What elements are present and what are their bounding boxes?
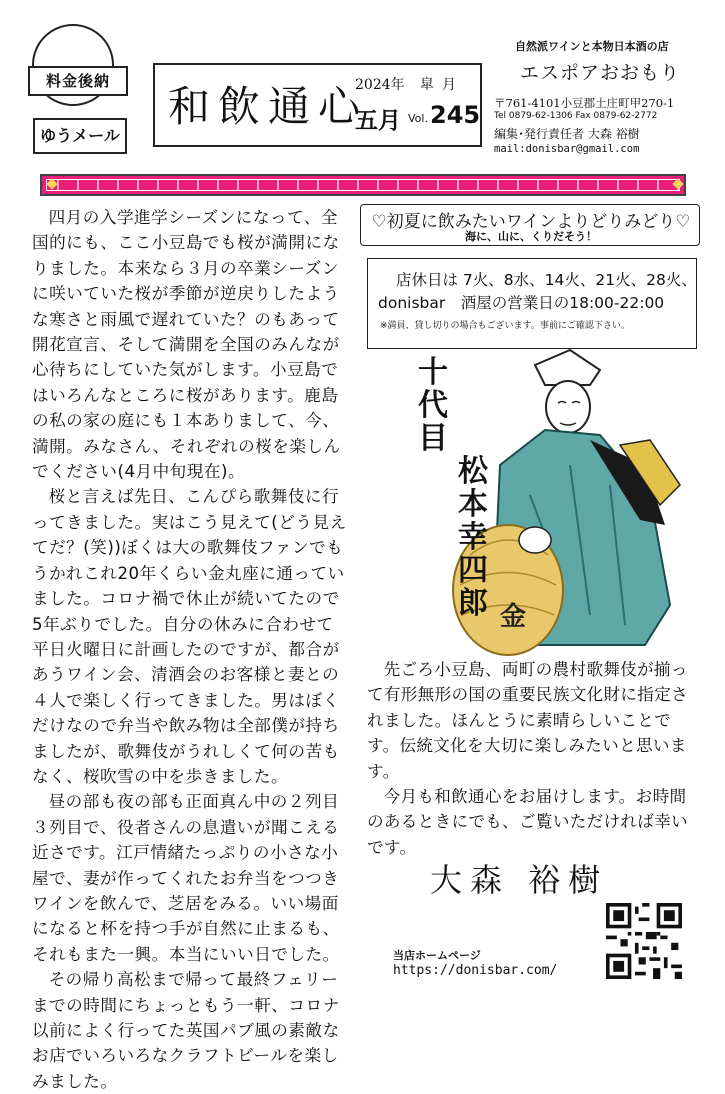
yumail-label: ゆうメール bbox=[33, 118, 127, 154]
decorative-banner bbox=[40, 174, 686, 196]
homepage-url[interactable]: https://donisbar.com/ bbox=[393, 963, 558, 978]
left-paragraph: 昼の部も夜の部も正面真ん中の２列目３列目で、役者さんの息遣いが聞こえる近さです。江戸情緒たっぷりの小さな小屋で、妻が作ってくれたお弁当をつつきワインを飲んで、芝居をみる。いい場面になると杯を持つ手が自然に止まるも、それもまた一興。本当にいい日でした。 bbox=[32, 792, 340, 964]
issue-year: 2024年 bbox=[355, 77, 405, 93]
vol-number: 245 bbox=[430, 101, 481, 129]
right-paragraph: 今月も和飲通心をお届けします。お時間のあるときにでも、ご覧いただければ幸いです。 bbox=[367, 787, 688, 857]
shop-tagline: 自然派ワインと本物日本酒の店 bbox=[515, 40, 669, 53]
postage-label: 料金後納 bbox=[28, 66, 128, 96]
homepage-label: 当店ホームページ bbox=[393, 949, 481, 962]
left-paragraph: 四月の入学進学シーズンになって、全国的にも、ここ小豆島でも桜が満開になりました。本来なら３月の卒業シーズンに咲いていた桜が季節が逆戻りしたような寒さと雨風で遅れていた？のもあって開花宣言、そして満開を全国のみんなが心待ちにしていた気がします。小豆島ではいろんなところに桜があります。鹿島の私の家の庭にも１本ありまして、今、満開。みなさん、それぞれの桜を楽しんでください(4月中旬現在)。 bbox=[32, 208, 341, 482]
actor-label-name: 松本幸四郎 bbox=[458, 454, 488, 621]
qr-code-icon[interactable] bbox=[606, 903, 682, 979]
left-paragraph: その帰り高松まで帰って最終フェリーまでの時間にちょっともう一軒、コロナ以前によく行ってた英国パブ風の素敵なお店でいろいろなクラフトビールを楽しみました。 bbox=[32, 970, 340, 1091]
holiday-note: ※満員、貸し切りの場合もございます。事前にご確認下さい。 bbox=[380, 321, 630, 331]
right-article bbox=[367, 657, 697, 860]
bar-hours: donisbar 酒屋の営業日の18:00-22:00 bbox=[378, 294, 665, 312]
right-paragraph: 先ごろ小豆島、両町の農村歌舞伎が揃って有形無形の国の重要民族文化財に指定されました。ほんとうに素晴らしいことです。伝統文化を大切に楽しみたいと思います。 bbox=[367, 660, 688, 781]
newsletter-title: 和飲通心 bbox=[168, 82, 369, 131]
shop-address: 〒761-4101小豆郡土庄町甲270-1 bbox=[494, 96, 675, 110]
vol-prefix: Vol. bbox=[408, 112, 428, 125]
holiday-dates: 店休日は 7火、8水、14火、21火、28火、 bbox=[396, 271, 697, 289]
feature-subtitle: 海に、山に、くりだそう！ bbox=[465, 230, 597, 243]
shop-name: エスポアおおもり bbox=[520, 62, 681, 84]
issue-month: 五月 bbox=[355, 108, 401, 134]
shop-email: mail:donisbar@gmail.com bbox=[494, 143, 640, 155]
left-paragraph: 桜と言えば先日、こんぴら歌舞伎に行ってきました。実はこう見えて(どう見えてだ？(笑))ぼくは大の歌舞伎ファンでもうかれこれ20年くらい金丸座に通っていました。コロナ禍で休止が続いてたので5年ぶりでした。自分の休みに合わせて平日火曜日に計画したのですが、都合があうワイン会、清酒会のお客様と妻との４人で楽しく行ってきました。男はぼくだけなので弁当や飲み物は全部僕が持ちましたが、歌舞伎がうれしくて何の苦もなく、桜吹雪の中を歩きました。 bbox=[32, 487, 347, 786]
actor-label-top: 十代目 bbox=[418, 355, 448, 456]
signature: 大森 裕樹 bbox=[430, 861, 609, 899]
left-article bbox=[32, 205, 350, 1094]
feature-title: ♡初夏に飲みたいワインよりどりみどり♡ bbox=[371, 212, 691, 232]
hat-mark: 金 bbox=[500, 602, 527, 632]
editor-line: 編集･発行責任者 大森 裕樹 bbox=[494, 127, 640, 141]
shop-tel-fax: Tel 0879-62-1306 Fax 0879-62-2772 bbox=[494, 111, 658, 121]
issue-month-traditional: 皐月 bbox=[420, 77, 464, 93]
